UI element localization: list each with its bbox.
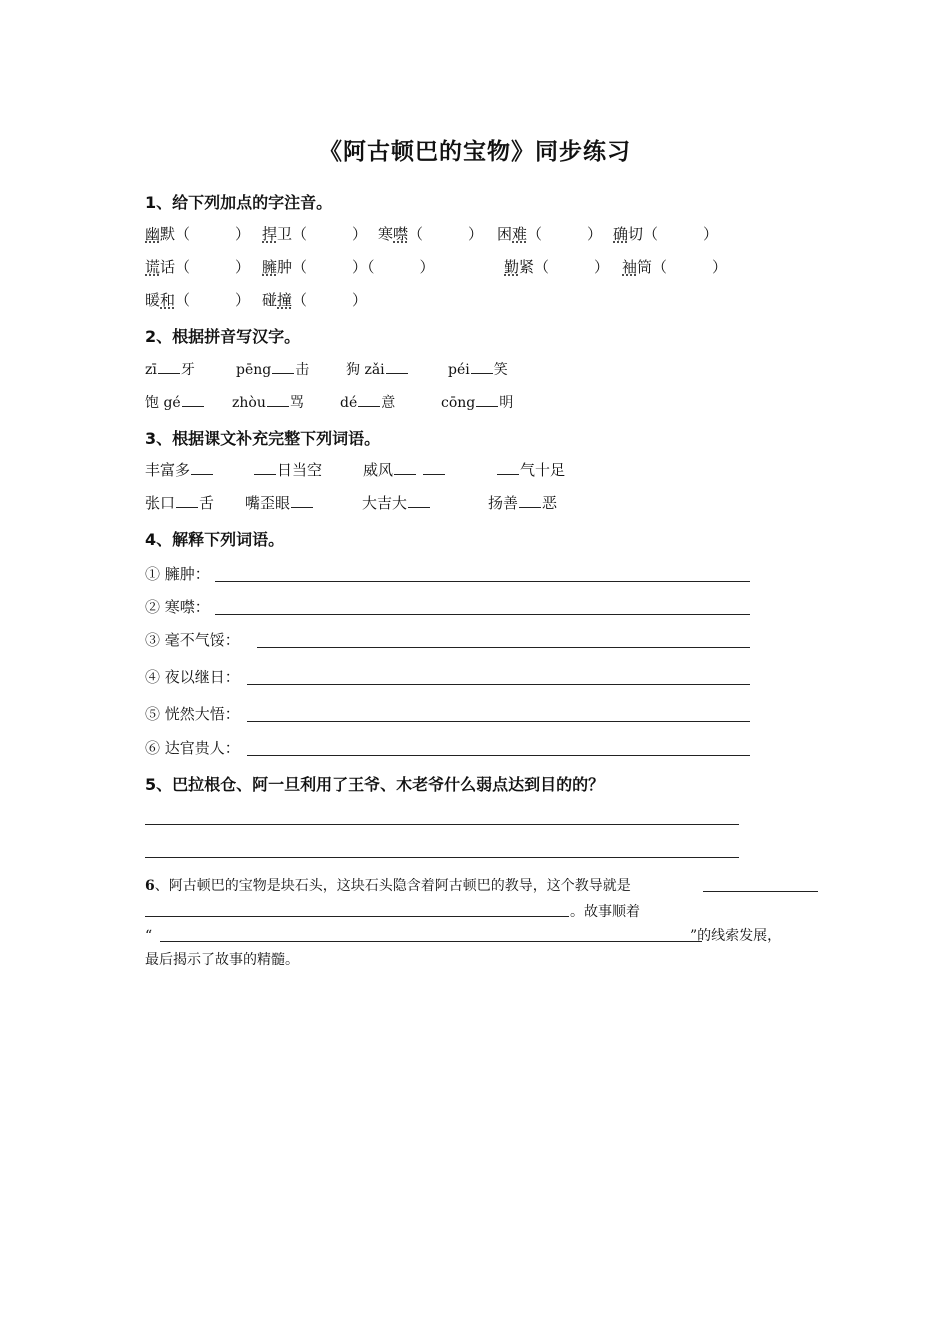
q3-item: 大吉大 [362, 493, 431, 513]
answer-line[interactable] [247, 755, 750, 756]
answer-line[interactable] [145, 824, 739, 825]
q4-term: ③ 毫不气馁： [145, 631, 240, 649]
q3-item: 气十足 [496, 460, 565, 480]
q4-term: ① 臃肿： [145, 565, 210, 583]
q3-item: 嘴歪眼 [245, 493, 314, 513]
q4-term: ⑤ 恍然大悟： [145, 705, 240, 723]
q6-line2: 。故事顺着 [570, 904, 640, 920]
q1-item: 暖和（ ） [145, 291, 251, 309]
q3-item: 日当空 [253, 460, 322, 480]
page-title: 《阿古顿巴的宝物》同步练习 [319, 139, 631, 165]
q1-item: 幽默（ ） [145, 225, 251, 243]
q1-item: 捍卫（ ） [262, 225, 368, 243]
q2-item: 狗 zǎi [346, 359, 409, 380]
q1-item: 勤紧（ ） [504, 258, 610, 276]
q3-heading: 3、根据课文补充完整下列词语。 [145, 429, 381, 448]
answer-line[interactable] [247, 721, 750, 722]
q1-heading: 1、给下列加点的字注音。 [145, 193, 333, 212]
q1-item: 寒噤（ ） [378, 225, 484, 243]
answer-line[interactable] [215, 581, 750, 582]
q1-item: 碰撞（ ） [262, 291, 368, 309]
q4-term: ② 寒噤： [145, 598, 210, 616]
answer-line[interactable] [257, 647, 750, 648]
q2-item: zhòu 骂 [232, 392, 304, 413]
q2-item: zī 牙 [145, 359, 195, 380]
answer-line[interactable] [160, 941, 702, 942]
q3-item: 张口 舌 [145, 494, 215, 512]
q3-item: 扬善 恶 [488, 494, 558, 512]
answer-line[interactable] [145, 857, 739, 858]
q6-open-quote: “ [145, 928, 153, 944]
q3-item: 威风 [363, 460, 446, 480]
q4-heading: 4、解释下列词语。 [145, 530, 285, 549]
q2-heading: 2、根据拼音写汉字。 [145, 327, 301, 346]
q2-item: péi 笑 [448, 359, 508, 380]
q1-item: 确切（ ） [613, 225, 719, 243]
answer-line[interactable] [145, 916, 569, 917]
answer-line[interactable] [215, 614, 750, 615]
answer-line[interactable] [247, 684, 750, 685]
q2-item: dé 意 [340, 392, 395, 413]
q1-item: 臃肿（ ）（ ） [262, 258, 435, 276]
q1-item: 袖筒（ ） [622, 258, 728, 276]
q3-item: 丰富多 [145, 460, 214, 480]
q6-line3-end: ”的线索发展， [690, 928, 782, 944]
answer-line[interactable] [703, 891, 818, 892]
q1-item: 谎话（ ） [145, 258, 251, 276]
q4-term: ④ 夜以继日： [145, 668, 240, 686]
q5-heading: 5、巴拉根仓、阿一旦利用了王爷、木老爷什么弱点达到目的的？ [145, 775, 605, 794]
q6-line1: 6、阿古顿巴的宝物是块石头，这块石头隐含着阿古顿巴的教导，这个教导就是 [145, 878, 631, 894]
q2-item: pēng 击 [236, 359, 309, 380]
q1-item: 困难（ ） [497, 225, 603, 243]
q4-term: ⑥ 达官贵人： [145, 739, 240, 757]
q2-item: cōng 明 [441, 392, 513, 413]
q6-line4: 最后揭示了故事的精髓。 [145, 952, 299, 968]
q2-item: 饱 gé [145, 392, 205, 413]
